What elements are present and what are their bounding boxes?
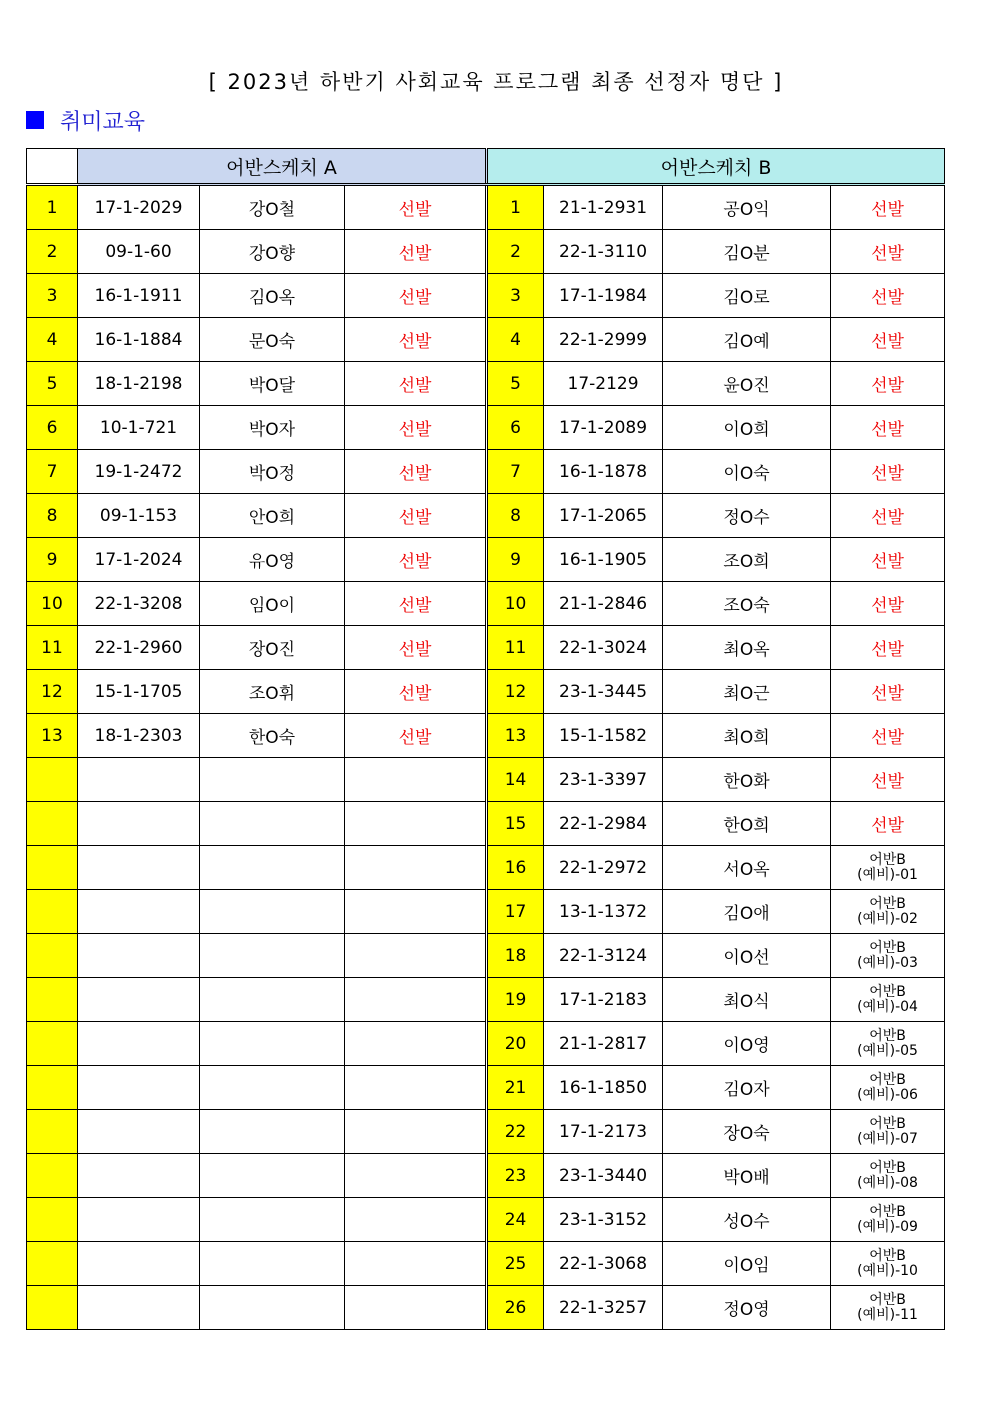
group-b-status-cell: 선발 [831, 494, 945, 538]
group-a-id-cell: 19-1-2472 [78, 450, 200, 494]
group-a-name-cell: 안O희 [200, 494, 345, 538]
table-row [27, 1286, 945, 1330]
group-b-name-cell: 최O희 [663, 714, 831, 758]
group-a-name-cell [200, 846, 345, 890]
group-b-status-cell: 선발 [831, 582, 945, 626]
group-a-name-cell [200, 978, 345, 1022]
group-b-header: 어반스케치 B [487, 149, 945, 185]
group-a-status-cell: 선발 [345, 494, 487, 538]
group-b-id-cell: 17-1-1984 [544, 274, 663, 318]
group-a-status-cell [345, 758, 487, 802]
group-b-id-cell: 21-1-2846 [544, 582, 663, 626]
table-row [27, 450, 945, 494]
group-b-name-cell: 이O숙 [663, 450, 831, 494]
table-row [27, 890, 945, 934]
group-b-id-cell: 23-1-3152 [544, 1198, 663, 1242]
table-row [27, 802, 945, 846]
group-a-name-cell [200, 890, 345, 934]
group-a-id-cell: 16-1-1911 [78, 274, 200, 318]
group-b-id-cell: 15-1-1582 [544, 714, 663, 758]
group-a-id-cell [78, 1110, 200, 1154]
group-a-number-cell [27, 1110, 78, 1154]
group-a-name-cell: 박O정 [200, 450, 345, 494]
group-a-number-cell [27, 1286, 78, 1330]
group-b-name-cell: 한O화 [663, 758, 831, 802]
group-a-number-cell [27, 1154, 78, 1198]
group-b-name-cell: 김O분 [663, 230, 831, 274]
group-a-id-cell: 16-1-1884 [78, 318, 200, 362]
group-b-name-cell: 조O희 [663, 538, 831, 582]
group-b-name-cell: 최O식 [663, 978, 831, 1022]
group-a-status-cell: 선발 [345, 406, 487, 450]
group-b-number-cell: 8 [487, 494, 544, 538]
group-a-name-cell [200, 1066, 345, 1110]
group-b-name-cell: 한O희 [663, 802, 831, 846]
group-a-number-cell [27, 934, 78, 978]
group-a-status-cell: 선발 [345, 538, 487, 582]
group-b-number-cell: 10 [487, 582, 544, 626]
group-a-id-cell [78, 1066, 200, 1110]
group-b-status-cell [831, 1066, 945, 1110]
table-row [27, 538, 945, 582]
group-b-name-cell: 조O숙 [663, 582, 831, 626]
group-b-status-cell: 선발 [831, 758, 945, 802]
group-b-number-cell: 18 [487, 934, 544, 978]
group-b-number-cell: 17 [487, 890, 544, 934]
group-a-number-cell: 2 [27, 230, 78, 274]
group-b-number-cell: 6 [487, 406, 544, 450]
group-a-name-cell [200, 1110, 345, 1154]
group-a-status-cell [345, 1242, 487, 1286]
reserve-status-line: 어반B [869, 1203, 906, 1220]
group-b-id-cell: 22-1-3068 [544, 1242, 663, 1286]
group-b-status-cell: 선발 [831, 274, 945, 318]
reserve-status-line: 어반B [869, 1291, 906, 1308]
group-a-id-cell [78, 1198, 200, 1242]
group-a-status-cell: 선발 [345, 230, 487, 274]
group-b-number-cell: 21 [487, 1066, 544, 1110]
group-a-name-cell: 박O자 [200, 406, 345, 450]
group-b-number-cell: 12 [487, 670, 544, 714]
table-row [27, 1110, 945, 1154]
group-b-status-cell: 선발 [831, 802, 945, 846]
group-b-status-cell: 선발 [831, 626, 945, 670]
group-b-number-cell: 14 [487, 758, 544, 802]
group-b-status-cell: 선발 [831, 185, 945, 230]
group-a-status-cell: 선발 [345, 626, 487, 670]
table-row [27, 758, 945, 802]
section-heading [26, 106, 145, 134]
group-a-name-cell [200, 1154, 345, 1198]
group-b-name-cell: 윤O진 [663, 362, 831, 406]
group-a-name-cell [200, 1022, 345, 1066]
group-b-name-cell: 성O수 [663, 1198, 831, 1242]
group-a-number-cell: 3 [27, 274, 78, 318]
table-row [27, 185, 945, 230]
group-b-status-cell: 선발 [831, 714, 945, 758]
table-row [27, 274, 945, 318]
group-b-name-cell: 이O영 [663, 1022, 831, 1066]
group-b-id-cell: 17-1-2065 [544, 494, 663, 538]
group-a-number-cell: 5 [27, 362, 78, 406]
group-a-status-cell: 선발 [345, 185, 487, 230]
table-row [27, 582, 945, 626]
group-b-status-cell [831, 846, 945, 890]
group-b-number-cell: 11 [487, 626, 544, 670]
group-b-status-cell [831, 1022, 945, 1066]
table-row [27, 978, 945, 1022]
group-a-number-cell [27, 1022, 78, 1066]
group-a-id-cell [78, 846, 200, 890]
group-a-name-cell: 문O숙 [200, 318, 345, 362]
group-a-number-cell: 11 [27, 626, 78, 670]
group-a-number-cell [27, 890, 78, 934]
group-b-status-cell [831, 1110, 945, 1154]
group-b-status-cell: 선발 [831, 318, 945, 362]
group-a-status-cell [345, 846, 487, 890]
group-b-name-cell: 김O예 [663, 318, 831, 362]
group-a-status-cell [345, 1286, 487, 1330]
group-b-number-cell: 26 [487, 1286, 544, 1330]
group-a-id-cell [78, 1286, 200, 1330]
group-a-id-cell [78, 1242, 200, 1286]
group-b-status-cell [831, 978, 945, 1022]
group-a-name-cell [200, 934, 345, 978]
group-b-id-cell: 23-1-3440 [544, 1154, 663, 1198]
group-a-name-cell [200, 758, 345, 802]
group-b-status-cell: 선발 [831, 230, 945, 274]
table-row [27, 362, 945, 406]
group-a-status-cell: 선발 [345, 670, 487, 714]
group-a-status-cell [345, 1066, 487, 1110]
group-b-id-cell: 16-1-1878 [544, 450, 663, 494]
group-a-status-cell: 선발 [345, 450, 487, 494]
group-a-id-cell: 22-1-3208 [78, 582, 200, 626]
reserve-status-line: 어반B [869, 1247, 906, 1264]
group-a-number-cell: 4 [27, 318, 78, 362]
group-a-status-cell [345, 1022, 487, 1066]
group-a-id-cell: 17-1-2024 [78, 538, 200, 582]
table-row [27, 1066, 945, 1110]
table-row [27, 406, 945, 450]
group-a-number-cell [27, 1242, 78, 1286]
group-b-status-cell: 선발 [831, 538, 945, 582]
group-b-id-cell: 23-1-3397 [544, 758, 663, 802]
table-row [27, 494, 945, 538]
group-a-number-cell: 6 [27, 406, 78, 450]
group-b-number-cell: 24 [487, 1198, 544, 1242]
group-a-id-cell: 22-1-2960 [78, 626, 200, 670]
group-a-name-cell [200, 1242, 345, 1286]
group-b-number-cell: 22 [487, 1110, 544, 1154]
group-b-id-cell: 22-1-3110 [544, 230, 663, 274]
group-b-id-cell: 17-1-2173 [544, 1110, 663, 1154]
group-b-id-cell: 13-1-1372 [544, 890, 663, 934]
group-a-id-cell [78, 890, 200, 934]
group-a-id-cell [78, 1022, 200, 1066]
group-a-name-cell [200, 802, 345, 846]
group-a-status-cell: 선발 [345, 362, 487, 406]
reserve-status-line: (예비)-02 [857, 910, 918, 927]
group-b-id-cell: 16-1-1850 [544, 1066, 663, 1110]
group-b-status-cell: 선발 [831, 450, 945, 494]
reserve-status-line: (예비)-04 [857, 998, 918, 1015]
group-a-name-cell: 강O향 [200, 230, 345, 274]
group-a-status-cell: 선발 [345, 714, 487, 758]
table-row [27, 714, 945, 758]
group-b-number-cell: 15 [487, 802, 544, 846]
group-b-name-cell: 이O임 [663, 1242, 831, 1286]
group-a-status-cell: 선발 [345, 582, 487, 626]
reserve-status-line: (예비)-06 [857, 1086, 918, 1103]
group-a-number-cell: 13 [27, 714, 78, 758]
table-row [27, 1198, 945, 1242]
group-a-status-cell [345, 1154, 487, 1198]
group-b-id-cell: 17-2129 [544, 362, 663, 406]
group-a-number-cell [27, 1198, 78, 1242]
reserve-status-line: 어반B [869, 1159, 906, 1176]
group-b-id-cell: 22-1-2999 [544, 318, 663, 362]
group-b-number-cell: 7 [487, 450, 544, 494]
group-a-status-cell [345, 978, 487, 1022]
table-row [27, 1242, 945, 1286]
group-b-number-cell: 25 [487, 1242, 544, 1286]
group-b-id-cell: 17-1-2089 [544, 406, 663, 450]
group-a-id-cell [78, 978, 200, 1022]
square-bullet-icon [26, 111, 44, 129]
group-b-status-cell [831, 1198, 945, 1242]
group-b-status-cell [831, 1154, 945, 1198]
group-a-id-cell [78, 934, 200, 978]
group-b-name-cell: 최O옥 [663, 626, 831, 670]
table-row [27, 1022, 945, 1066]
table-header-row [27, 149, 945, 185]
group-b-number-cell: 4 [487, 318, 544, 362]
group-b-id-cell: 22-1-2984 [544, 802, 663, 846]
group-a-id-cell: 18-1-2198 [78, 362, 200, 406]
group-b-name-cell: 장O숙 [663, 1110, 831, 1154]
group-b-status-cell [831, 1242, 945, 1286]
table-row [27, 934, 945, 978]
group-b-name-cell: 서O옥 [663, 846, 831, 890]
group-b-id-cell: 22-1-3257 [544, 1286, 663, 1330]
group-b-id-cell: 17-1-2183 [544, 978, 663, 1022]
group-b-number-cell: 16 [487, 846, 544, 890]
group-a-status-cell [345, 802, 487, 846]
group-a-header: 어반스케치 A [78, 149, 487, 185]
group-a-id-cell [78, 758, 200, 802]
table-row [27, 626, 945, 670]
group-a-status-cell: 선발 [345, 318, 487, 362]
reserve-status-line: (예비)-03 [857, 954, 918, 971]
group-b-name-cell: 정O수 [663, 494, 831, 538]
reserve-status-line: (예비)-11 [857, 1306, 918, 1323]
group-a-number-cell [27, 1066, 78, 1110]
group-a-number-cell [27, 758, 78, 802]
group-b-status-cell [831, 890, 945, 934]
group-b-number-cell: 19 [487, 978, 544, 1022]
group-b-number-cell: 5 [487, 362, 544, 406]
group-a-name-cell: 박O달 [200, 362, 345, 406]
group-b-name-cell: 김O자 [663, 1066, 831, 1110]
group-a-number-cell: 10 [27, 582, 78, 626]
group-a-number-cell: 7 [27, 450, 78, 494]
group-a-number-cell: 1 [27, 185, 78, 230]
reserve-status-line: (예비)-09 [857, 1218, 918, 1235]
page-title: [ 2023년 하반기 사회교육 프로그램 최종 선정자 명단 ] [208, 70, 784, 94]
group-a-id-cell: 10-1-721 [78, 406, 200, 450]
group-a-status-cell [345, 1110, 487, 1154]
reserve-status-line: 어반B [869, 1115, 906, 1132]
group-b-name-cell: 박O배 [663, 1154, 831, 1198]
group-a-name-cell: 임O이 [200, 582, 345, 626]
group-b-number-cell: 20 [487, 1022, 544, 1066]
group-b-status-cell: 선발 [831, 406, 945, 450]
reserve-status-line: (예비)-07 [857, 1130, 918, 1147]
group-b-name-cell: 이O선 [663, 934, 831, 978]
group-a-status-cell: 선발 [345, 274, 487, 318]
selection-table [26, 148, 945, 1330]
group-b-id-cell: 16-1-1905 [544, 538, 663, 582]
group-b-name-cell: 최O근 [663, 670, 831, 714]
group-b-number-cell: 23 [487, 1154, 544, 1198]
reserve-status-line: 어반B [869, 1071, 906, 1088]
reserve-status-line: 어반B [869, 1027, 906, 1044]
section-label: 취미교육 [60, 109, 146, 135]
group-a-name-cell [200, 1198, 345, 1242]
group-a-id-cell: 18-1-2303 [78, 714, 200, 758]
group-a-number-cell: 8 [27, 494, 78, 538]
reserve-status-line: 어반B [869, 939, 906, 956]
table-row [27, 318, 945, 362]
group-b-number-cell: 1 [487, 185, 544, 230]
group-a-name-cell: 강O철 [200, 185, 345, 230]
group-b-status-cell [831, 934, 945, 978]
group-a-name-cell: 조O휘 [200, 670, 345, 714]
reserve-status-line: 어반B [869, 851, 906, 868]
reserve-status-line: (예비)-01 [857, 866, 918, 883]
reserve-status-line: 어반B [869, 983, 906, 1000]
group-b-name-cell: 이O희 [663, 406, 831, 450]
group-b-number-cell: 2 [487, 230, 544, 274]
table-row [27, 1154, 945, 1198]
reserve-status-line: (예비)-10 [857, 1262, 918, 1279]
group-a-name-cell: 김O옥 [200, 274, 345, 318]
reserve-status-line: (예비)-05 [857, 1042, 918, 1059]
group-a-id-cell: 17-1-2029 [78, 185, 200, 230]
group-a-number-cell: 9 [27, 538, 78, 582]
group-b-number-cell: 13 [487, 714, 544, 758]
group-a-id-cell: 09-1-153 [78, 494, 200, 538]
group-b-status-cell [831, 1286, 945, 1330]
group-a-number-cell [27, 978, 78, 1022]
group-a-name-cell: 유O영 [200, 538, 345, 582]
group-a-number-cell [27, 802, 78, 846]
reserve-status-line: 어반B [869, 895, 906, 912]
group-a-name-cell: 한O숙 [200, 714, 345, 758]
group-a-id-cell [78, 1154, 200, 1198]
table-row [27, 846, 945, 890]
group-b-id-cell: 22-1-2972 [544, 846, 663, 890]
reserve-status-line: (예비)-08 [857, 1174, 918, 1191]
group-a-id-cell: 09-1-60 [78, 230, 200, 274]
group-a-name-cell [200, 1286, 345, 1330]
table-row [27, 670, 945, 714]
group-b-id-cell: 21-1-2931 [544, 185, 663, 230]
group-a-name-cell: 장O진 [200, 626, 345, 670]
group-b-number-cell: 9 [487, 538, 544, 582]
group-b-status-cell: 선발 [831, 670, 945, 714]
group-a-id-cell [78, 802, 200, 846]
group-a-status-cell [345, 1198, 487, 1242]
group-b-name-cell: 김O로 [663, 274, 831, 318]
group-a-number-cell: 12 [27, 670, 78, 714]
group-b-id-cell: 23-1-3445 [544, 670, 663, 714]
group-a-id-cell: 15-1-1705 [78, 670, 200, 714]
group-b-name-cell: 공O익 [663, 185, 831, 230]
group-a-number-cell [27, 846, 78, 890]
group-b-id-cell: 22-1-3024 [544, 626, 663, 670]
group-b-name-cell: 정O영 [663, 1286, 831, 1330]
group-b-id-cell: 21-1-2817 [544, 1022, 663, 1066]
group-a-status-cell [345, 934, 487, 978]
table-row [27, 230, 945, 274]
group-a-status-cell [345, 890, 487, 934]
group-b-id-cell: 22-1-3124 [544, 934, 663, 978]
group-b-status-cell: 선발 [831, 362, 945, 406]
group-b-number-cell: 3 [487, 274, 544, 318]
header-blank-cell [27, 149, 78, 185]
group-b-name-cell: 김O애 [663, 890, 831, 934]
